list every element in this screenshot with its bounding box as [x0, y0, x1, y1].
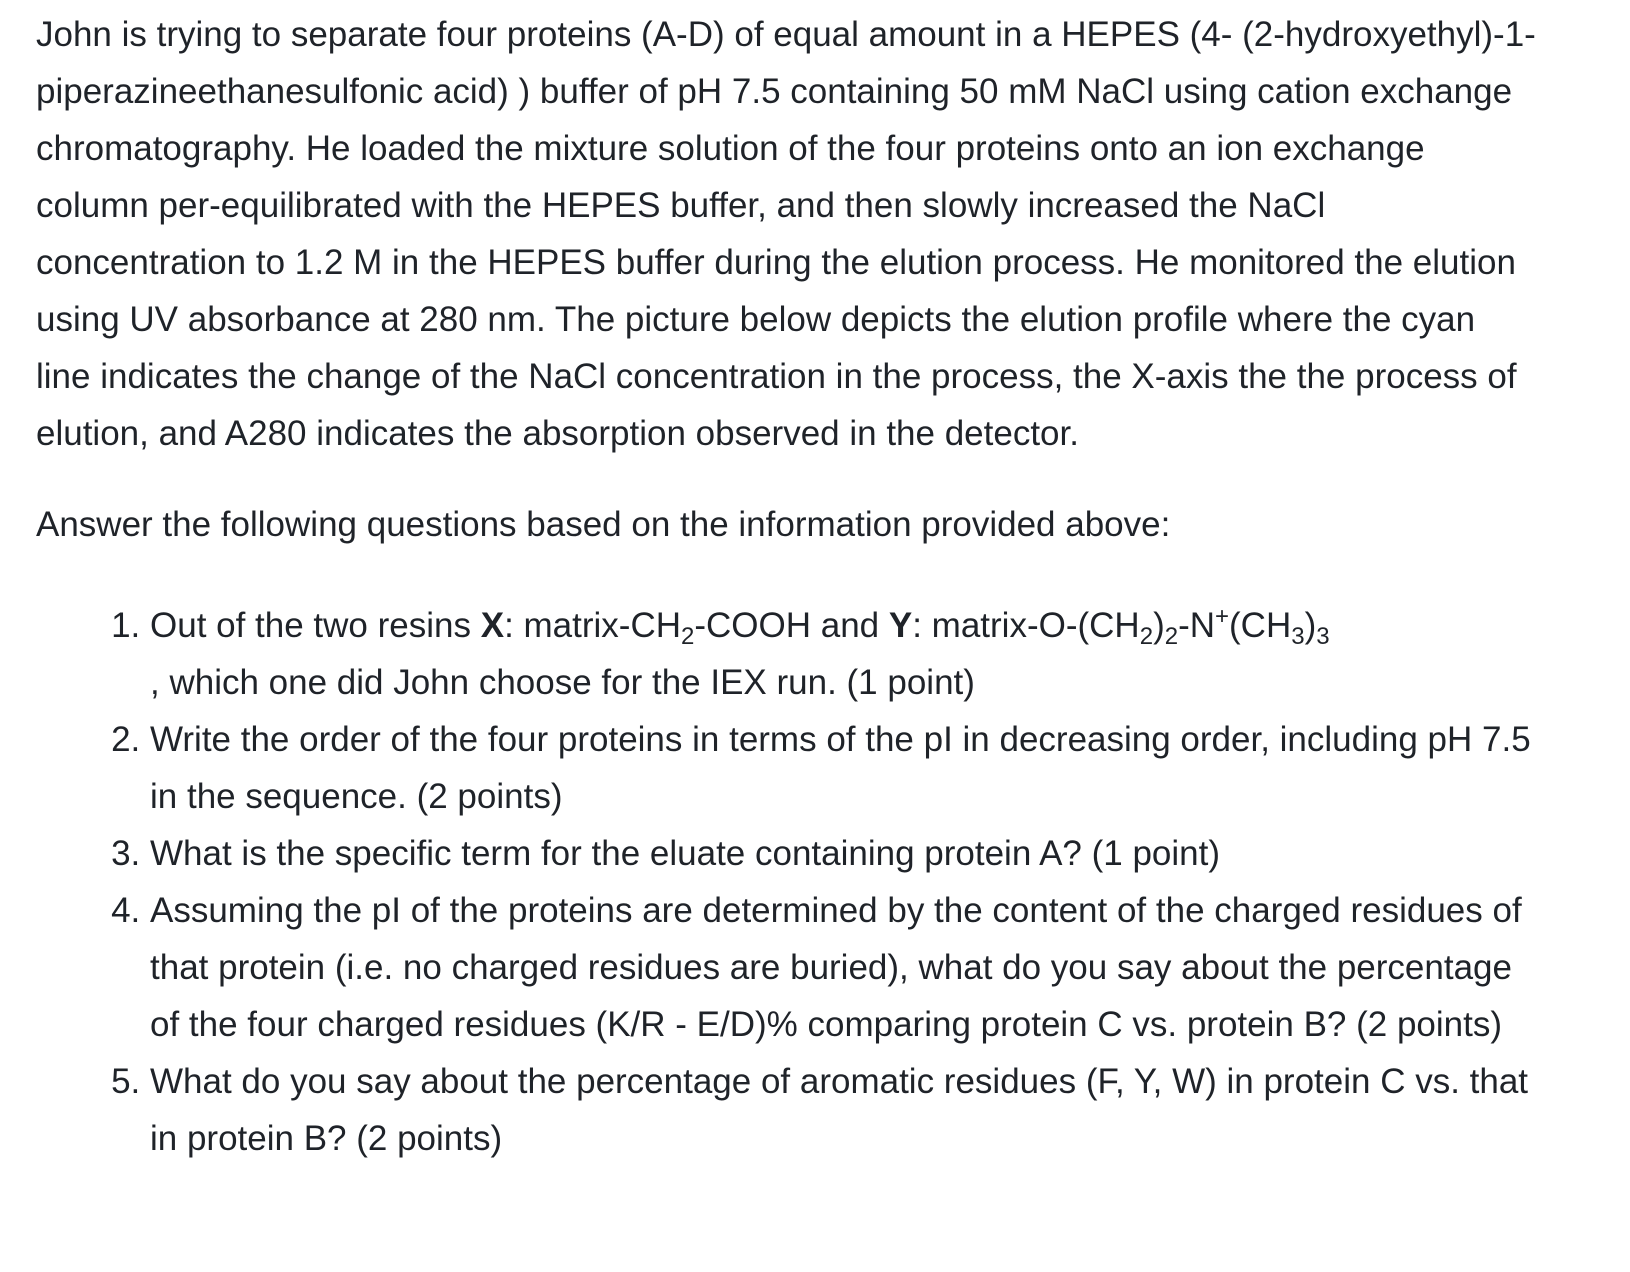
instructions-prompt: Answer the following questions based on the information provided above:: [36, 505, 1171, 544]
intro-paragraph: John is trying to separate four proteins (A-D) of equal amount in a HEPES (4- (2-hydroxyethyl)-1-piperazineethanesulfonic acid) ) buffer of pH 7.5 containing 50 mM NaCl using cation exchange chromatography. He loaded the mixture solution of the four proteins onto an ion exchange column per-equilibrated with the HEPES buffer, and then slowly increased the NaCl concentration to 1.2 M in the HEPES buffer during the elution process. He monitored the elution using UV absorbance at 280 nm. The picture below depicts the elution profile where the cyan line indicates the change of the NaCl concentration in the process, the X-axis the the process of elution, and A280 indicates the absorption observed in the detector.: [36, 15, 1536, 453]
question-3: 3. What is the specific term for the eluate containing protein A? (1 point): [150, 825, 1550, 882]
resin-y-formula-part: : matrix-O-(CH: [912, 606, 1140, 645]
resin-y-formula-part: (CH: [1229, 606, 1292, 645]
resin-x-formula-part: -COOH and: [694, 606, 889, 645]
subscript: 2: [681, 623, 695, 650]
subscript: 3: [1316, 623, 1330, 650]
resin-x-formula-part: : matrix-CH: [504, 606, 682, 645]
superscript: +: [1215, 603, 1230, 630]
question-list: [36, 597, 1550, 1167]
document-page: [36, 0, 1606, 1167]
question-5: 5. What do you say about the percentage of aromatic residues (F, Y, W) in protein C vs. that in protein B? (2 points): [150, 1053, 1550, 1167]
q1-lead: Out of the two resins: [150, 606, 481, 645]
resin-y-formula-part: -N: [1178, 606, 1216, 645]
question-1: [150, 597, 1550, 711]
subscript: 2: [1164, 623, 1179, 650]
question-2: 2. Write the order of the four proteins in terms of the pI in decreasing order, including pH 7.5 in the sequence. (2 points): [150, 711, 1550, 825]
subscript: 3: [1291, 623, 1305, 650]
resin-y-formula-part: ): [1304, 606, 1317, 645]
question-4: 4. Assuming the pI of the proteins are determined by the content of the charged residues of that protein (i.e. no charged residues are buried), what do you say about the percentage of the four charged residues (K/R - E/D)% comparing protein C vs. protein B? (2 points): [150, 882, 1550, 1053]
resin-y-label: Y: [888, 606, 913, 645]
resin-y-formula-part: ): [1153, 606, 1165, 645]
resin-x-label: X: [480, 606, 505, 645]
subscript: 2: [1139, 623, 1154, 650]
q1-tail: , which one did John choose for the IEX run. (1 point): [150, 663, 975, 702]
